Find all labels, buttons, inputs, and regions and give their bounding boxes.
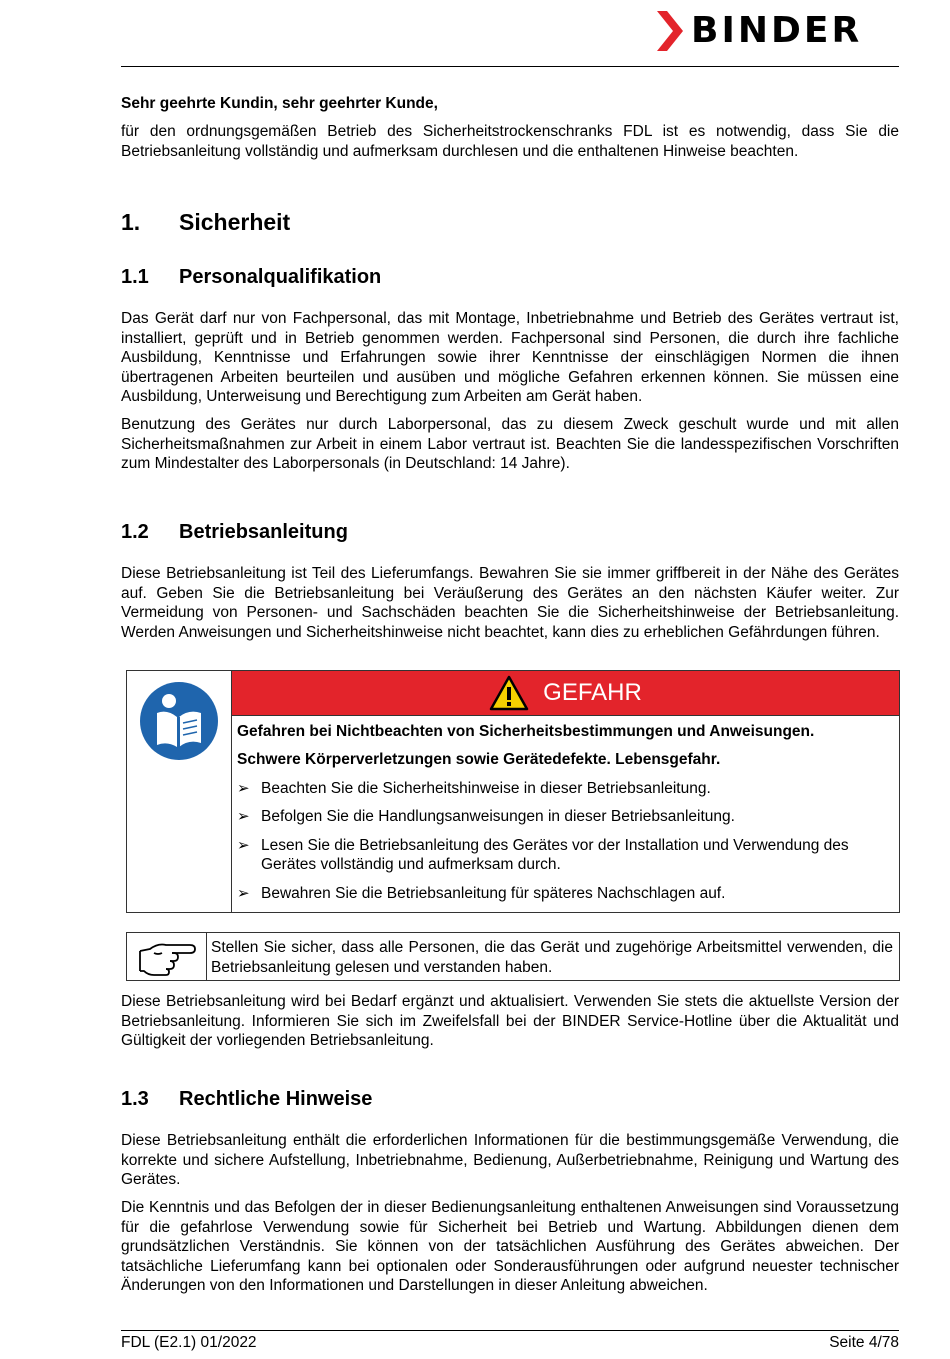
footer-divider (121, 1330, 899, 1331)
danger-line: Schwere Körperverletzungen sowie Gerätedefekte. Lebensgefahr. (237, 751, 721, 768)
list-item (237, 807, 891, 827)
section-heading-1-2 (121, 521, 348, 544)
section-heading-1 (121, 209, 290, 236)
section-number: 1. (121, 209, 141, 235)
list-item (237, 884, 891, 904)
note-icon-cell (127, 933, 207, 980)
note-box (126, 932, 900, 981)
arrow-bullet-icon: ➢ (237, 884, 250, 902)
section-number: 1.3 (121, 1088, 149, 1110)
section-number: 1.1 (121, 266, 149, 288)
header-divider (121, 66, 899, 67)
binder-logo (657, 10, 862, 51)
list-item-text: Bewahren Sie die Betriebsanleitung für späteres Nachschlagen auf. (261, 884, 726, 902)
danger-header (232, 671, 899, 716)
brand-name: BINDER (691, 10, 863, 51)
binder-logo-chevron-icon (657, 11, 683, 51)
section-title: Betriebsanleitung (179, 521, 348, 543)
footer (121, 1334, 899, 1352)
greeting: Sehr geehrte Kundin, sehr geehrter Kunde, (121, 95, 438, 112)
pointing-hand-icon (136, 937, 198, 977)
section-heading-1-3 (121, 1088, 372, 1111)
paragraph: Das Gerät darf nur von Fachpersonal, das mit Montage, Inbetriebnahme und Betrieb des Gerätes vertraut ist, installiert, geprüft und in Betrieb genommen werden. Fachpersonal sind Personen, die durch ihre fachliche Ausbildung, Kenntnisse und Erfahrungen sowie ihrer Kenntnisse der einschlägigen Normen die ihnen übertragenen Arbeiten beurteilen und ausüben und mögliche Gefahren erkennen können. Sie müssen eine Ausbildung, Unterweisung und Berechtigung zum Arbeiten am Gerät haben. (121, 310, 899, 405)
section-title: Sicherheit (179, 209, 291, 235)
arrow-bullet-icon: ➢ (237, 836, 250, 854)
read-manual-icon (139, 681, 219, 761)
paragraph: Diese Betriebsanleitung ist Teil des Lieferumfangs. Bewahren Sie sie immer griffbereit in der Nähe des Gerätes auf. Geben Sie die Betriebsanleitung bei Veräußerung des Gerätes an den nächsten Käufer weiter. Zur Vermeidung von Personen- und Sachschäden beachten Sie die Sicherheitshinweise der Betriebsanleitung. Werden Anweisungen und Sicherheitshinweise nicht beachtet, kann dies zu erheblichen Gefährdungen führen. (121, 565, 899, 641)
page-number: Seite 4/78 (829, 1334, 899, 1351)
list-item-text: Befolgen Sie die Handlungsanweisungen in dieser Betriebsanleitung. (261, 808, 735, 825)
danger-icon-cell (127, 671, 232, 912)
danger-box (126, 670, 900, 913)
document-id: FDL (E2.1) 01/2022 (121, 1334, 257, 1351)
arrow-bullet-icon: ➢ (237, 779, 250, 797)
paragraph: Benutzung des Gerätes nur durch Laborpersonal, das zu diesem Zweck geschult wurde und mit allen Sicherheitsmaßnahmen zur Arbeit in einem Labor vertraut ist. Beachten Sie die landesspezifischen Vorschriften zum Mindestalter des Laborpersonals (in Deutschland: 14 Jahre). (121, 416, 899, 472)
intro-paragraph: für den ordnungsgemäßen Betrieb des Sicherheitstrockenschranks FDL ist es notwendig, dass Sie die Betriebsanleitung vollständig und aufmerksam durchlesen und die enthaltenen Hinweise beachten. (121, 123, 899, 160)
list-item (237, 836, 891, 875)
list-item-text: Beachten Sie die Sicherheitshinweise in dieser Betriebsanleitung. (261, 779, 711, 797)
danger-line: Gefahren bei Nichtbeachten von Sicherheitsbestimmungen und Anweisungen. (237, 722, 815, 740)
section-title: Rechtliche Hinweise (179, 1088, 373, 1110)
note-text: Stellen Sie sicher, dass alle Personen, die das Gerät und zugehörige Arbeitsmittel verwenden, die Betriebsanleitung gelesen und verstanden haben. (211, 939, 893, 976)
danger-title: GEFAHR (543, 678, 642, 706)
list-item-text: Lesen Sie die Betriebsanleitung des Gerätes vor der Installation und Verwendung des Gerätes vollständig und aufmerksam durch. (261, 836, 849, 873)
paragraph: Diese Betriebsanleitung enthält die erforderlichen Informationen für die bestimmungsgemäße Verwendung, die korrekte und sichere Aufstellung, Inbetriebnahme, Bedienung, Außerbetriebnahme, Reinigung und Wartung des Gerätes. (121, 1132, 899, 1188)
warning-triangle-icon (489, 675, 529, 711)
section-title: Personalqualifikation (179, 266, 382, 288)
paragraph: Die Kenntnis und das Befolgen der in dieser Bedienungsanleitung enthaltenen Anweisungen sind Voraussetzung für die gefahrlose Verwendung sowie für Sicherheit bei Betrieb und Wartung. Abbildungen dienen dem grundsätzlichen Verständnis. Sie können von der tatsächlichen Ausführung des Gerätes abweichen. Der tatsächliche Lieferumfang kann bei optionalen oder Sonderausführungen oder aufgrund neuester technischer Änderungen von den Informationen und Darstellungen in dieser Anleitung abweichen. (121, 1199, 899, 1294)
paragraph: Diese Betriebsanleitung wird bei Bedarf ergänzt und aktualisiert. Verwenden Sie stets die aktuellste Version der Betriebsanleitung. Informieren Sie sich im Zweifelsfall bei der BINDER Service-Hotline über die Aktualität und Gültigkeit der vorliegenden Betriebsanleitung. (121, 993, 899, 1049)
section-heading-1-1 (121, 266, 381, 289)
section-number: 1.2 (121, 521, 149, 543)
list-item (237, 779, 891, 799)
arrow-bullet-icon: ➢ (237, 808, 250, 825)
